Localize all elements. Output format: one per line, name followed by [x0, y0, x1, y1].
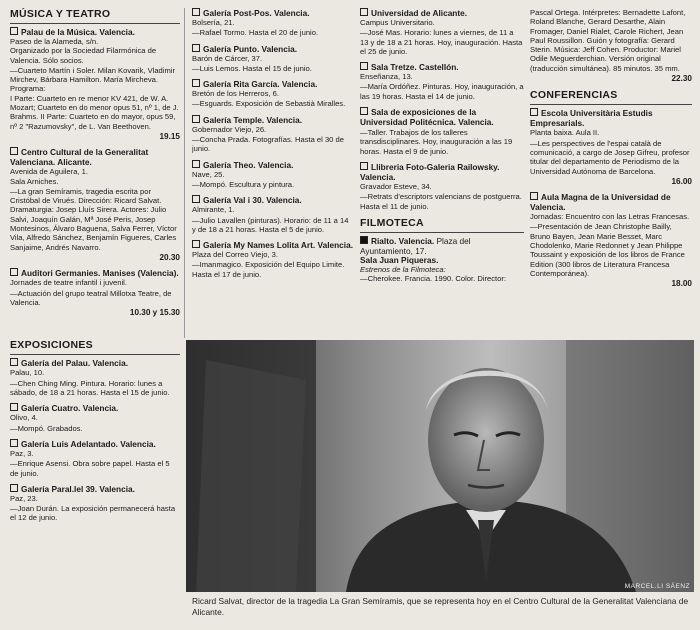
listing-entry: [530, 108, 692, 186]
entry-title: Escola Universitària Estudis Empresarials.: [530, 108, 653, 129]
listing-entry: [192, 195, 354, 234]
listing-entry: [360, 62, 524, 101]
film-continuation: [530, 8, 692, 83]
filmoteca-entry: [360, 236, 524, 284]
entry-time: 18.00: [671, 279, 692, 289]
filmoteca-sala: Sala Juan Piqueras.: [360, 254, 439, 265]
section-title-conferencias: CONFERENCIAS: [530, 89, 618, 102]
section-rule: [360, 232, 524, 233]
entry-text: —Esguards. Exposición de Sebastià Miralles.: [192, 99, 346, 109]
entry-title: Galería Luis Adelantado. Valencia.: [21, 438, 156, 449]
column-divider: [184, 8, 185, 338]
listing-entry: [192, 160, 354, 190]
listing-entry: [10, 147, 180, 262]
entry-time: 10.30 y 15.30: [129, 308, 180, 318]
bullet-square-icon: [192, 115, 200, 123]
entry-text: —Rafael Tormo. Hasta el 20 de junio.: [192, 28, 319, 38]
section-rule: [530, 104, 692, 105]
listing-entry: [192, 44, 354, 74]
entry-time: 20.30: [159, 252, 180, 262]
entry-title: Galería My Names Lolita Art. Valencia.: [203, 240, 354, 251]
portrait-photo-icon: [186, 340, 694, 592]
listing-entry: [10, 484, 180, 523]
entry-text: —Mompó. Grabados.: [10, 423, 83, 433]
entry-title: Galería Cuatro. Valencia.: [21, 403, 119, 414]
entry-title: Galería Rita García. Valencia.: [203, 79, 318, 90]
bullet-square-icon: [192, 8, 200, 16]
column-2: [192, 8, 354, 338]
filmoteca-text: —Cherokee. Francia. 1990. Color. Director:: [360, 274, 507, 284]
entry-text: —Cuarteto Martín i Soler. Milan Kovarik, Vladimir Mirchev, Bárbara Hamilton. María Mircheva.: [10, 65, 176, 85]
photo-caption: Ricard Salvat, director de la tragedia La Gran Semíramis, que se representa hoy en el Centro Cultural de la Generalitat Valenciana de Alicante.: [192, 596, 689, 617]
listing-entry: [10, 268, 180, 317]
entry-text: —María Ordóñez. Pinturas. Hoy, inauguración, a las 19 horas. Hasta el 14 de junio.: [360, 82, 524, 101]
listing-entry: [192, 79, 354, 109]
bullet-square-icon: [10, 403, 18, 411]
conferencias-list: [530, 108, 692, 288]
section-rule: [10, 354, 180, 355]
entry-title: Rialto. Valencia.: [371, 235, 435, 246]
listing-entry: [192, 240, 354, 279]
entry-address: Plaza del Ayuntamiento, 17.: [360, 235, 471, 256]
filmoteca-sub: Estrenos de la Filmoteca:: [360, 265, 446, 275]
section-title-musica: MÚSICA Y TEATRO: [10, 8, 111, 20]
entry-text: Bolsería, 21.: [192, 18, 235, 27]
bullet-square-icon: [192, 44, 200, 52]
bullet-square-icon: [360, 62, 368, 70]
photo-credit: MARCEL.LI SÁENZ: [624, 583, 690, 590]
bullet-square-icon: [192, 160, 200, 168]
entry-text: —Taller. Trabajos de los talleres transdisciplinares. Hoy, inauguración a las 19 horas. Hasta el 9 de junio.: [360, 128, 513, 156]
bullet-square-icon: [10, 268, 18, 276]
entry-text: Organizado por la Sociedad Filarmónica de Valencia. Sólo socios.: [10, 46, 157, 65]
listing-entry: [10, 358, 180, 397]
entry-text: —Joan Durán. La exposición permanecerá hasta el 12 de junio.: [10, 504, 176, 523]
listing-entry: [530, 192, 692, 288]
entry-text: Nave, 25.: [192, 169, 225, 179]
listing-entry: [192, 115, 354, 154]
entry-title: Galería del Palau. Valencia.: [21, 358, 128, 369]
film-credits: Pascal Ortega. Intérpretes: Bernadette Lafont, Roland Blanche, Gerard Desarthe, Alain Fromager, Daniel Rialet, Carole Richert, Jean Paul Roussillon. Guión y fotografía: Gerard Sterin. Música: Jeff Cohen. Productor: Mariel Odile Meguerderchian. Versión original (traducción simultánea). 85 minutos. 35 mm.: [530, 8, 686, 73]
entry-title: Palau de la Música. Valencia.: [21, 27, 135, 37]
entry-text: Campus Universitario.: [360, 18, 435, 27]
listing-entry: [10, 27, 180, 141]
entry-title: Aula Magna de la Universidad de Valencia.: [530, 192, 671, 213]
musica-list: [10, 27, 180, 317]
entry-text: Olivo, 4.: [10, 413, 38, 423]
entry-text: —Actuación del grupo teatral Millotxa Teatre, de Valencia.: [10, 288, 172, 307]
bullet-square-icon: [530, 192, 538, 200]
film-time: 22.30: [671, 74, 692, 84]
entry-time: 19.15: [159, 131, 180, 141]
entry-text: Avenida de Aguilera, 1.: [10, 167, 88, 177]
entry-text: —Mompó. Escultura y pintura.: [192, 179, 295, 189]
entry-title: Galería Paral.lel 39. Valencia.: [21, 483, 135, 494]
listing-entry: [10, 403, 180, 433]
listing-entry: [360, 162, 524, 211]
entry-time: 16.00: [671, 176, 692, 186]
entry-text: I Parte: Cuarteto en re menor KV 421, de W. A. Mozart; Cuarteto en do menor opus 51, nº 1, de J. Brahms. II Parte: Cuarteto en do mayor, opus 59, nº 2 "Razumovsky", de L. Van Beethoven.: [10, 93, 179, 131]
entry-text: —Concha Prada. Fotografías. Hasta el 30 de junio.: [192, 135, 344, 154]
entry-text: Gobernador Viejo, 26.: [192, 124, 267, 134]
entry-text: Paz, 3.: [10, 448, 34, 458]
entry-text: Programa:: [10, 84, 46, 94]
bullet-square-icon: [10, 27, 18, 35]
bullet-square-icon: [192, 240, 200, 248]
entry-text: Enseñanza, 13.: [360, 72, 413, 82]
entry-title: Auditori Germanies. Manises (Valencia).: [21, 268, 179, 279]
entry-title: Universidad de Alicante.: [371, 8, 468, 18]
entry-title: Galería Punto. Valencia.: [203, 43, 298, 54]
entry-title: Galería Val i 30. Valencia.: [203, 195, 302, 206]
entry-text: —Les perspectives de l'espai català de comunicació, a cargo de Josep Gifreu, profesor titular del departamento de Periodismo de la Universidad Autónoma de Barcelona.: [530, 138, 690, 176]
exhibitions-list-2: [360, 8, 524, 211]
entry-text: Sala Arniches.: [10, 176, 59, 186]
entry-text: —José Mas. Horario: lunes a viernes, de 11 a 13 y de 18 a 21 horas. Hoy, inauguración. Hasta el 25 de junio.: [360, 28, 523, 56]
entry-text: Barón de Cárcer, 37.: [192, 53, 263, 63]
bullet-square-icon: [192, 79, 200, 87]
entry-text: Palau, 10.: [10, 368, 45, 378]
bullet-square-icon: [360, 236, 368, 244]
section-rule: [10, 23, 180, 24]
entry-title: Galería Theo. Valencia.: [203, 159, 294, 170]
photo-ricard-salvat: [186, 340, 694, 592]
entry-title: Sala de exposiciones de la Universidad Politécnica. Valencia.: [360, 107, 494, 128]
entry-text: Almirante, 1.: [192, 205, 235, 215]
column-3: [360, 8, 524, 338]
entry-text: Paz, 23.: [10, 493, 38, 503]
listing-entry: [192, 8, 354, 38]
bullet-square-icon: [360, 107, 368, 115]
listing-entry: [360, 107, 524, 156]
column-4: [530, 8, 692, 338]
bullet-square-icon: [10, 484, 18, 492]
entry-text: Paseo de la Alameda, s/n.: [10, 37, 99, 46]
entry-text: —Enrique Asensi. Obra sobre papel. Hasta el 5 de junio.: [10, 459, 170, 478]
entry-text: —Luis Lemos. Hasta el 15 de junio.: [192, 63, 312, 73]
entry-text: —Imanmagico. Exposición del Equipo Limite. Hasta el 17 de junio.: [192, 260, 345, 279]
bullet-square-icon: [360, 8, 368, 16]
galleries-list: [192, 8, 354, 279]
entry-text: Bretón de los Herreros, 6.: [192, 89, 279, 99]
entry-text: Jornadas: Encuentro con las Letras Francesas.: [530, 212, 690, 222]
entry-title: Galería Temple. Valencia.: [203, 114, 302, 125]
section-title-filmoteca: FILMOTECA: [360, 216, 424, 229]
entry-text: —Chen Ching Ming. Pintura. Horario: lunes a sábado, de 18 a 21 horas. Hasta el 15 de junio.: [10, 378, 170, 398]
entry-title: Galería Post-Pos. Valencia.: [203, 8, 310, 18]
entry-text: Plaza del Correo Viejo, 3.: [192, 250, 278, 260]
entry-title: Centro Cultural de la Generalitat Valenciana. Alicante.: [10, 147, 149, 168]
exposiciones-list: [10, 358, 180, 522]
entry-title: Llibreria Foto-Galeria Railowsky. Valencia.: [360, 161, 500, 182]
bullet-square-icon: [530, 108, 538, 116]
column-1: [10, 8, 180, 608]
section-title-exposiciones: EXPOSICIONES: [10, 339, 93, 352]
entry-text: Planta baixa. Aula II.: [530, 128, 600, 138]
bullet-square-icon: [360, 162, 368, 170]
entry-title: Sala Tretze. Castellón.: [371, 62, 459, 73]
listing-entry: [10, 439, 180, 478]
listing-entry: [360, 8, 524, 56]
entry-text: —Retrats d'escriptors valencians de postguerra. Hasta el 11 de junio.: [360, 192, 522, 211]
entry-text: Jornades de teatre infantil i juvenil.: [10, 278, 127, 288]
bullet-square-icon: [10, 147, 18, 155]
entry-text: Gravador Esteve, 34.: [360, 181, 432, 191]
entry-text: —Julio Lavallen (pinturas). Horario: de 11 a 14 y de 18 a 21 horas. Hasta el 5 de junio.: [192, 215, 349, 234]
entry-text: —La gran Semíramis, tragedia escrita por Cristóbal de Virués. Dirección: Ricard Salvat. Dramaturgia: Josep Lluís Sirera. Actores: Julio Salvi, Joaquín Galán, Mª José Peris, Josep Montesinos, Álvaro Baguena, Salva Ferrer, Víctor Vila, Alfredo Sánchez, Benjamín Figueres, Carles Sanjaime, Andrés Navarro.: [10, 186, 177, 252]
bullet-square-icon: [192, 195, 200, 203]
bullet-square-icon: [10, 358, 18, 366]
entry-text: —Presentación de Jean Christophe Bailly, Bruno Bayen, Jean Marie Besset, Marc Chodolenko, Marie Redonnet y Jean Philippe Toussaint y exposición de los libros de France Edition (300 libros de Literatura Francesa Contemporánea).: [530, 222, 685, 278]
bullet-square-icon: [10, 439, 18, 447]
